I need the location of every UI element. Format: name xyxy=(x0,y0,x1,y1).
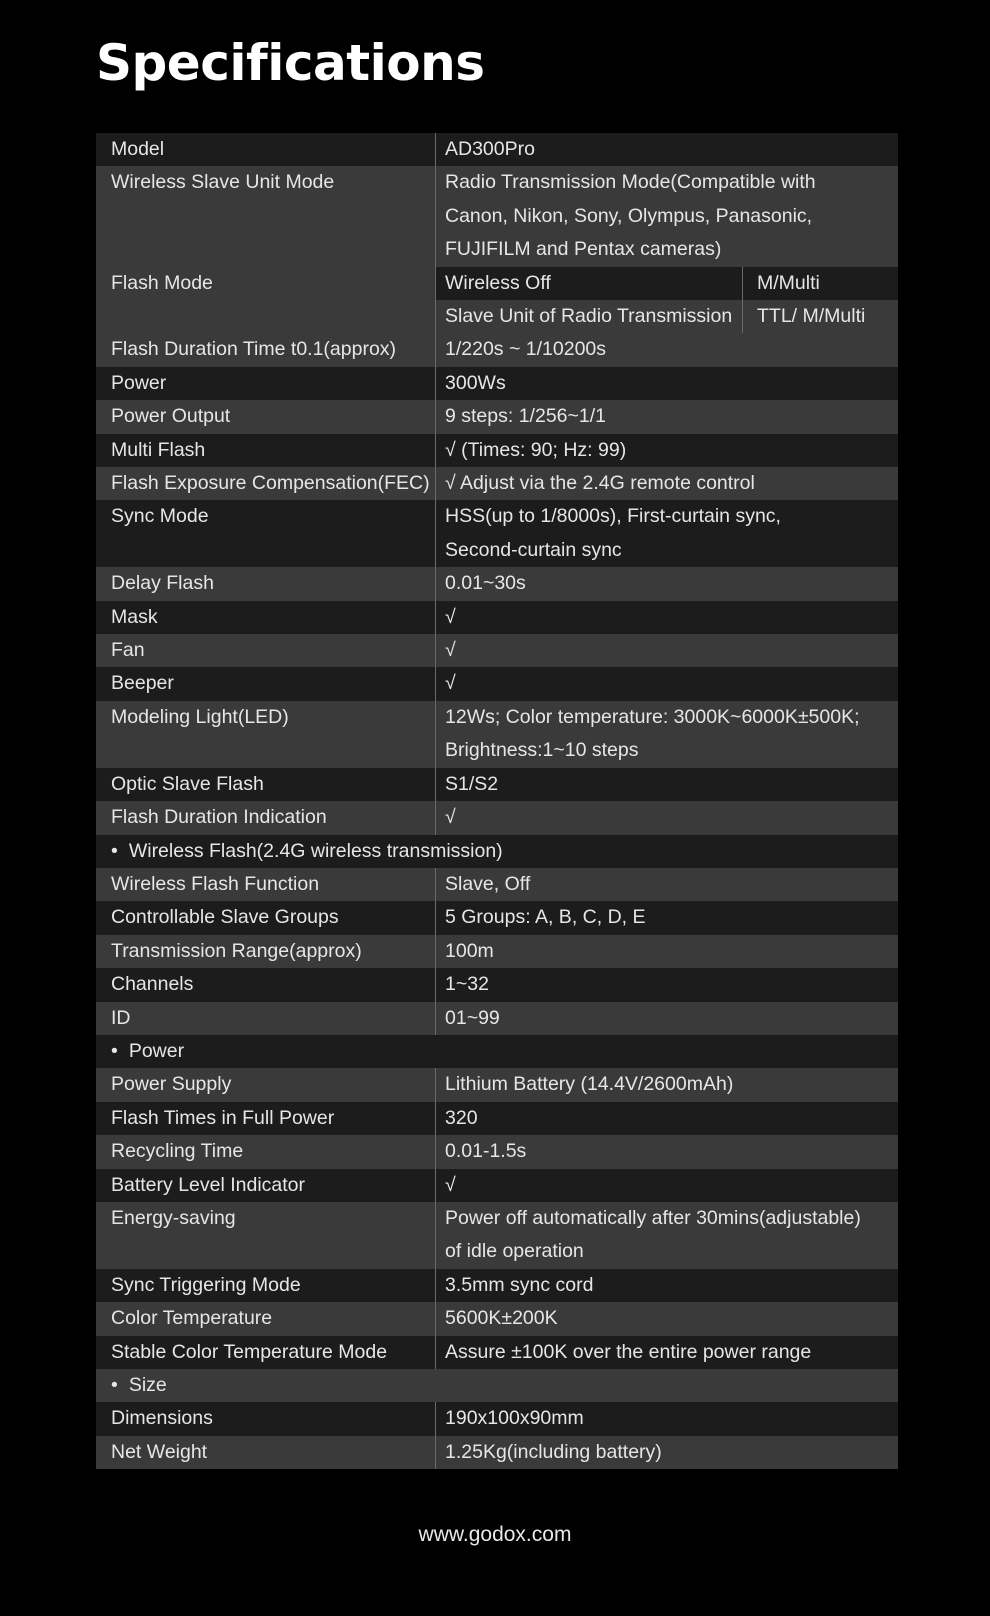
row-label: Power Supply xyxy=(96,1068,436,1101)
table-row xyxy=(96,1302,898,1335)
section-header-power xyxy=(96,1035,898,1068)
row-value-line: √ xyxy=(445,639,456,662)
row-value xyxy=(436,400,898,433)
table-row xyxy=(96,1202,898,1269)
rows-group-d xyxy=(96,1068,898,1369)
table-row xyxy=(96,634,898,667)
row-label: Power Output xyxy=(96,400,436,433)
table-row xyxy=(96,434,898,467)
flash-mode-subrow xyxy=(436,267,898,300)
row-value xyxy=(436,935,898,968)
row-label: Beeper xyxy=(96,667,436,700)
flash-mode-subtable xyxy=(436,267,898,334)
row-label: Flash Duration Time t0.1(approx) xyxy=(96,333,436,366)
row-value xyxy=(436,1202,898,1269)
flash-mode-condition: Slave Unit of Radio Transmission xyxy=(436,300,743,333)
table-row xyxy=(96,1002,898,1035)
bullet-icon: • xyxy=(111,1374,118,1396)
table-row xyxy=(96,1269,898,1302)
row-value-line: Slave, Off xyxy=(445,872,531,895)
row-value xyxy=(436,333,898,366)
row-value-line: 1~32 xyxy=(445,973,489,996)
row-value xyxy=(436,1436,898,1469)
row-value-line: 1/220s ~ 1/10200s xyxy=(445,338,607,361)
table-row xyxy=(96,1135,898,1168)
row-label: Controllable Slave Groups xyxy=(96,901,436,934)
rows-group-e xyxy=(96,1402,898,1469)
section-header-size xyxy=(96,1369,898,1402)
row-value-line: of idle operation xyxy=(445,1240,584,1263)
row-value-line: 0.01~30s xyxy=(445,572,526,595)
row-value-line: √ xyxy=(445,672,456,695)
row-value xyxy=(436,768,898,801)
table-row xyxy=(96,500,898,567)
table-row xyxy=(96,667,898,700)
row-value-line: 300Ws xyxy=(445,371,506,394)
row-value-line: AD300Pro xyxy=(445,138,535,160)
section-title: Wireless Flash(2.4G wireless transmission) xyxy=(128,839,503,862)
table-row xyxy=(96,1436,898,1469)
row-label: Recycling Time xyxy=(96,1135,436,1168)
table-row xyxy=(96,935,898,968)
row-label: Net Weight xyxy=(96,1436,436,1469)
row-value xyxy=(436,1269,898,1302)
row-label: Channels xyxy=(96,968,436,1001)
table-row xyxy=(96,133,898,166)
row-value-line: 190x100x90mm xyxy=(445,1407,584,1430)
row-value-line: Assure ±100K over the entire power range xyxy=(445,1340,812,1363)
row-value xyxy=(436,166,898,266)
row-value-line: 1.25Kg(including battery) xyxy=(445,1440,662,1463)
row-value-line: 320 xyxy=(445,1106,478,1129)
row-label: Mask xyxy=(96,601,436,634)
row-label: Optic Slave Flash xyxy=(96,768,436,801)
table-row xyxy=(96,567,898,600)
row-label: Power xyxy=(96,367,436,400)
table-row xyxy=(96,367,898,400)
footer-website: www.godox.com xyxy=(418,1523,572,1546)
row-value xyxy=(436,601,898,634)
table-row-flash-mode xyxy=(96,267,898,334)
row-value xyxy=(436,1135,898,1168)
row-value-line: √ (Times: 90; Hz: 99) xyxy=(445,438,627,461)
table-row xyxy=(96,768,898,801)
table-row xyxy=(96,1169,898,1202)
row-value xyxy=(436,901,898,934)
row-value-line: Radio Transmission Mode(Compatible with xyxy=(445,171,816,194)
row-value-line: 12Ws; Color temperature: 3000K~6000K±500K; xyxy=(445,705,860,728)
table-row xyxy=(96,801,898,834)
flash-mode-options: TTL/ M/Multi xyxy=(757,305,866,328)
table-row xyxy=(96,467,898,500)
bullet-icon: • xyxy=(111,1039,118,1062)
row-value-line: HSS(up to 1/8000s), First-curtain sync, xyxy=(445,505,781,528)
row-value xyxy=(436,1402,898,1435)
table-row xyxy=(96,166,898,266)
row-value-line: 3.5mm sync cord xyxy=(445,1273,594,1296)
row-value-line: 100m xyxy=(445,939,494,962)
row-value xyxy=(436,1068,898,1101)
row-value xyxy=(436,667,898,700)
row-label: Flash Mode xyxy=(96,267,436,334)
row-value-line: 0.01-1.5s xyxy=(445,1140,527,1163)
row-label: Color Temperature xyxy=(96,1302,436,1335)
row-value-line: 01~99 xyxy=(445,1006,500,1029)
row-value-line: Power off automatically after 30mins(adjustable) xyxy=(445,1206,861,1229)
row-label: Modeling Light(LED) xyxy=(96,701,436,768)
spec-table xyxy=(96,133,898,1469)
table-row xyxy=(96,1402,898,1435)
row-label: Flash Times in Full Power xyxy=(96,1102,436,1135)
row-label: Energy-saving xyxy=(96,1202,436,1269)
row-value-line: Second-curtain sync xyxy=(445,538,622,561)
row-label: Dimensions xyxy=(96,1402,436,1435)
row-value xyxy=(436,500,898,567)
row-value-line: 9 steps: 1/256~1/1 xyxy=(445,405,606,428)
section-title: Power xyxy=(128,1039,185,1062)
row-value-line: √ xyxy=(445,605,456,628)
row-value xyxy=(436,1102,898,1135)
row-label: Multi Flash xyxy=(96,434,436,467)
row-value xyxy=(436,868,898,901)
section-header-wireless xyxy=(96,835,898,868)
row-label: Stable Color Temperature Mode xyxy=(96,1336,436,1369)
table-row xyxy=(96,1068,898,1101)
table-row xyxy=(96,968,898,1001)
row-value-line: Lithium Battery (14.4V/2600mAh) xyxy=(445,1073,734,1096)
row-label: Transmission Range(approx) xyxy=(96,935,436,968)
row-label: Model xyxy=(96,133,436,166)
row-value xyxy=(436,801,898,834)
row-value xyxy=(436,1336,898,1369)
row-label: ID xyxy=(96,1002,436,1035)
row-value-line: 5600K±200K xyxy=(445,1307,558,1330)
table-row xyxy=(96,601,898,634)
row-label: Wireless Flash Function xyxy=(96,868,436,901)
row-label: Flash Duration Indication xyxy=(96,801,436,834)
row-value xyxy=(436,968,898,1001)
table-row xyxy=(96,701,898,768)
row-value xyxy=(436,367,898,400)
row-value-line: √ xyxy=(445,806,456,829)
flash-mode-options: M/Multi xyxy=(757,271,820,294)
table-row xyxy=(96,400,898,433)
row-value xyxy=(436,701,898,768)
row-label: Flash Exposure Compensation(FEC) xyxy=(96,467,436,500)
row-value-line: Brightness:1~10 steps xyxy=(445,739,639,762)
table-row xyxy=(96,333,898,366)
row-value-line: FUJIFILM and Pentax cameras) xyxy=(445,238,722,261)
row-label: Fan xyxy=(96,634,436,667)
table-row xyxy=(96,901,898,934)
row-value xyxy=(436,634,898,667)
flash-mode-subrow xyxy=(436,300,898,333)
row-label: Sync Triggering Mode xyxy=(96,1269,436,1302)
flash-mode-condition: Wireless Off xyxy=(436,267,743,300)
row-value-line: Canon, Nikon, Sony, Olympus, Panasonic, xyxy=(445,204,813,227)
bullet-icon: • xyxy=(111,839,118,862)
row-value xyxy=(436,467,898,500)
page-title: Specifications xyxy=(96,34,485,92)
row-value xyxy=(436,567,898,600)
table-row xyxy=(96,1102,898,1135)
row-label: Delay Flash xyxy=(96,567,436,600)
rows-group-c xyxy=(96,868,898,1035)
row-value xyxy=(436,434,898,467)
row-value xyxy=(436,1302,898,1335)
row-value-line: √ xyxy=(445,1173,456,1196)
table-row xyxy=(96,868,898,901)
row-label: Sync Mode xyxy=(96,500,436,567)
row-value-line: S1/S2 xyxy=(445,772,499,795)
table-row xyxy=(96,1336,898,1369)
section-title: Size xyxy=(128,1374,167,1396)
row-value xyxy=(436,133,898,166)
rows-group-a xyxy=(96,133,898,267)
row-label: Battery Level Indicator xyxy=(96,1169,436,1202)
row-value xyxy=(436,1169,898,1202)
row-value xyxy=(436,1002,898,1035)
row-label: Wireless Slave Unit Mode xyxy=(96,166,436,266)
rows-group-b xyxy=(96,333,898,834)
row-value-line: √ Adjust via the 2.4G remote control xyxy=(445,472,755,495)
row-value-line: 5 Groups: A, B, C, D, E xyxy=(445,906,646,929)
